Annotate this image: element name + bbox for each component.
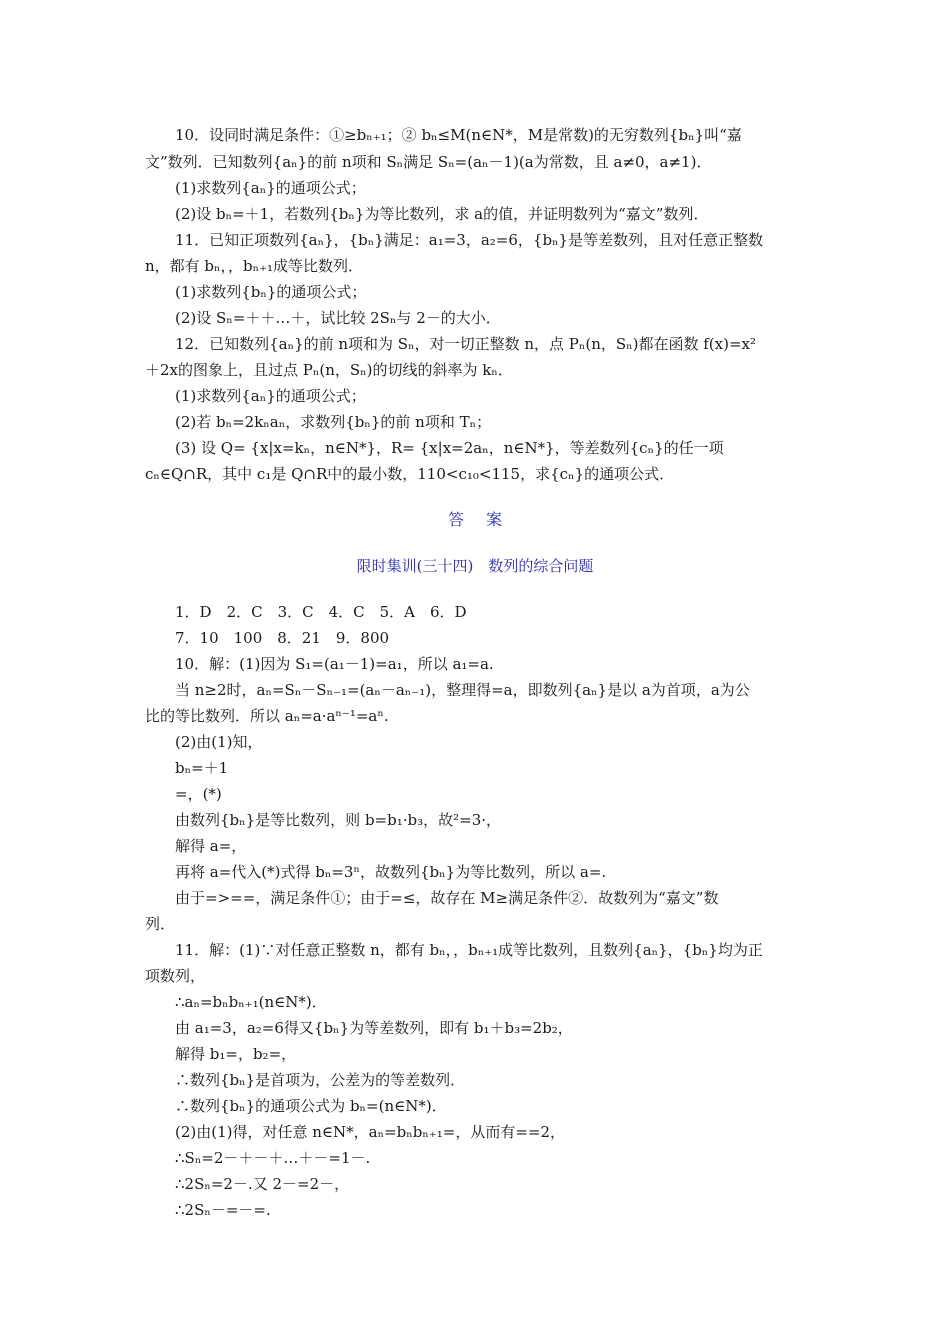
solution-11-line-6: ∴数列{bₙ}是首项为，公差为的等差数列． [175,1071,466,1089]
solution-11-line-4: 由 a₁=3，a₂=6得又{bₙ}为等差数列，即有 b₁＋b₃=2b₂， [175,1019,573,1037]
solution-10-line-6: =，(*) [175,785,222,803]
question-12-part-3: (3) 设 Q= {x|x=kₙ，n∈N*}，R= {x|x=2aₙ，n∈N*}，等差数列{cₙ}的任一项 [175,439,724,457]
answers-choice-2: 7．10 100 8．21 9．800 [175,629,390,647]
question-11-line-2: n，都有 bₙ，，bₙ₊₁成等比数列． [145,257,364,275]
solution-10-line-9: 再将 a=代入(*)式得 bₙ=3ⁿ，故数列{bₙ}为等比数列，所以 a=. [175,863,607,881]
answer-heading: 答案 [447,510,524,529]
solution-11-line-9: ∴Sₙ=2－＋－＋…＋－=1－. [175,1149,371,1167]
solution-10-line-8: 解得 a=， [175,837,247,855]
section-title: 限时集训(三十四) 数列的综合问题 [356,557,594,575]
solution-11-line-10: ∴2Sₙ=2－.又 2－=2－， [175,1175,350,1193]
solution-11-line-7: ∴数列{bₙ}的通项公式为 bₙ=(n∈N*)． [175,1097,447,1115]
question-10-part-2: (2)设 bₙ=＋1，若数列{bₙ}为等比数列，求 a的值，并证明数列为“嘉文”数列． [175,205,709,223]
question-11-part-1: (1)求数列{bₙ}的通项公式； [175,283,367,301]
question-10-line-2: 文”数列．已知数列{aₙ}的前 n项和 Sₙ满足 Sₙ=(aₙ－1)(a为常数，且 a≠0，a≠1)． [145,153,712,171]
question-10-part-1: (1)求数列{aₙ}的通项公式； [175,179,366,197]
solution-10-line-2: 当 n≥2时，aₙ=Sₙ－Sₙ₋₁=(aₙ－aₙ₋₁)，整理得=a，即数列{aₙ}是以 a为首项，a为公 [175,681,750,699]
question-11-line-1: 11．已知正项数列{aₙ}，{bₙ}满足：a₁=3，a₂=6，{bₙ}是等差数列，且对任意正整数 [175,231,764,249]
solution-10-line-1: 10．解：(1)因为 S₁=(a₁－1)=a₁，所以 a₁=a. [175,655,494,673]
solution-11-line-1: 11．解：(1)∵对任意正整数 n，都有 bₙ，，bₙ₊₁成等比数列，且数列{aₙ}，{bₙ}均为正 [175,941,763,959]
solution-11-line-8: (2)由(1)得，对任意 n∈N*，aₙ=bₙbₙ₊₁=，从而有==2， [175,1123,566,1141]
answers-choice-1: 1．D 2．C 3．C 4．C 5．A 6．D [175,603,467,621]
solution-10-line-4: (2)由(1)知， [175,733,263,751]
solution-11-line-5: 解得 b₁=，b₂=， [175,1045,297,1063]
solution-11-line-3: ∴aₙ=bₙbₙ₊₁(n∈N*)． [175,993,327,1011]
solution-10-line-10: 由于=>==，满足条件①；由于=≤，故存在 M≥满足条件②．故数列为“嘉文”数 [175,889,719,907]
question-12-part-2: (2)若 bₙ=2kₙaₙ，求数列{bₙ}的前 n项和 Tₙ； [175,413,492,431]
solution-11-line-2: 项数列， [145,967,206,985]
question-12-line-1: 12．已知数列{aₙ}的前 n项和为 Sₙ，对一切正整数 n，点 Pₙ(n，Sₙ)都在函数 f(x)=x² [175,335,757,353]
solution-10-line-5: bₙ=＋1 [175,759,229,777]
solution-10-line-11: 列． [145,915,176,933]
question-10-line-1: 10．设同时满足条件：①≥bₙ₊₁；② bₙ≤M(n∈N*，M是常数)的无穷数列{bₙ}叫“嘉 [175,126,742,144]
question-12-line-2: ＋2x的图象上，且过点 Pₙ(n，Sₙ)的切线的斜率为 kₙ． [145,361,513,379]
question-12-part-1: (1)求数列{aₙ}的通项公式； [175,387,366,405]
solution-11-line-11: ∴2Sₙ－=－=. [175,1201,271,1219]
solution-10-line-3: 比的等比数列．所以 aₙ=a·aⁿ⁻¹=aⁿ. [145,707,389,725]
question-11-part-2: (2)设 Sₙ=＋＋…＋，试比较 2Sₙ与 2－的大小． [175,309,501,327]
question-12-part-3-cont: cₙ∈Q∩R，其中 c₁是 Q∩R中的最小数，110<c₁₀<115，求{cₙ}的通项公式． [145,465,675,483]
solution-10-line-7: 由数列{bₙ}是等比数列，则 b=b₁·b₃，故²=3·， [175,811,502,829]
